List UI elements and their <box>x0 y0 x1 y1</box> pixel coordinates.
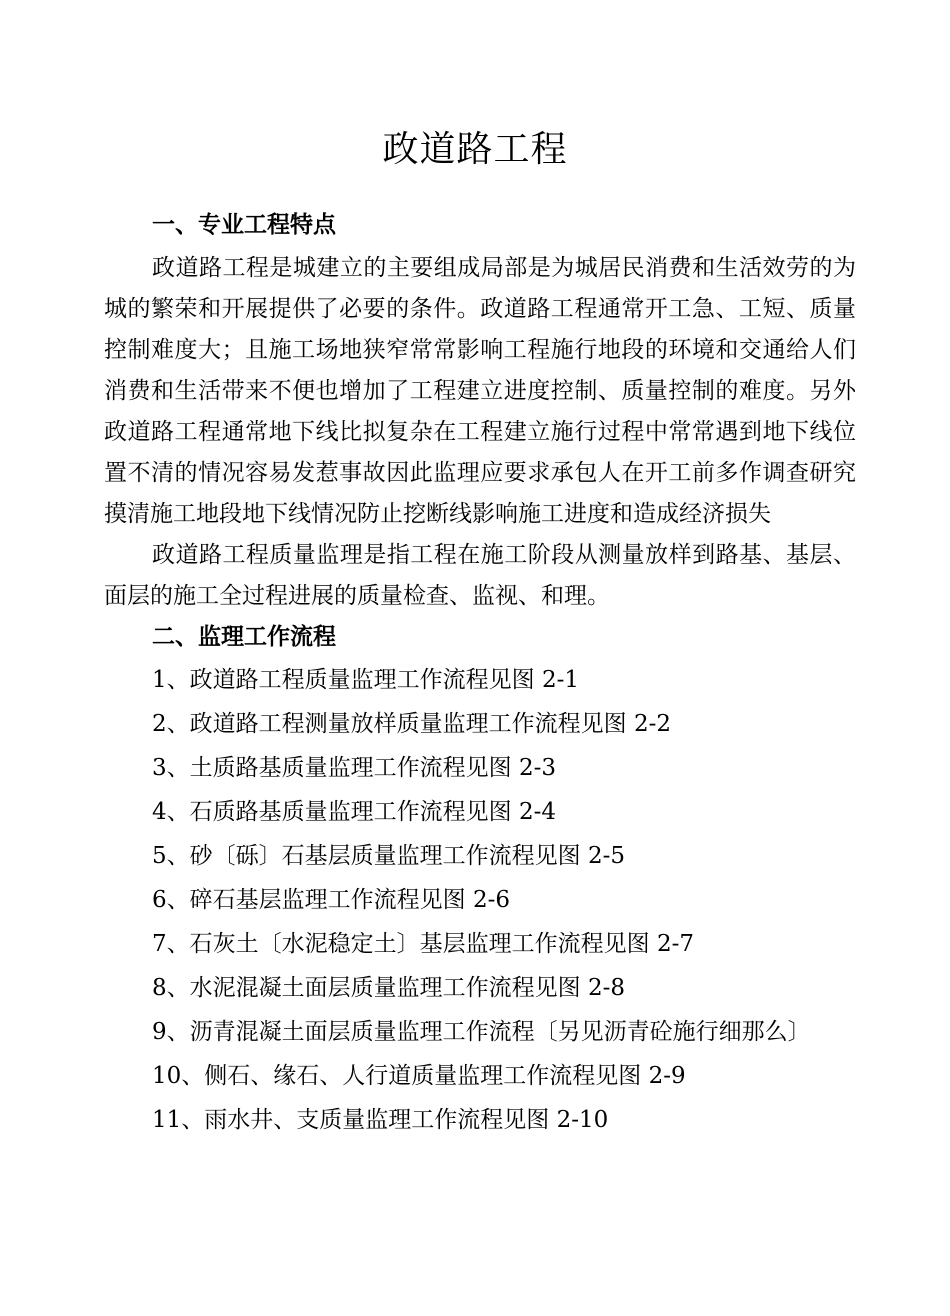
list-item: 11、雨水井、支质量监理工作流程见图 2-10 <box>152 1107 609 1133</box>
list-item: 4、石质路基质量监理工作流程见图 2-4 <box>152 799 556 825</box>
list-item: 5、砂〔砾〕石基层质量监理工作流程见图 2-5 <box>152 843 625 869</box>
list-item: 8、水泥混凝土面层质量监理工作流程见图 2-8 <box>152 975 625 1001</box>
list-item: 6、碎石基层监理工作流程见图 2-6 <box>152 887 510 913</box>
list-item: 7、石灰土〔水泥稳定土〕基层监理工作流程见图 2-7 <box>152 931 694 957</box>
paragraph-features-overview: 政道路工程是城建立的主要组成局部是为城居民消费和生活效劳的为城的繁荣和开展提供了必要的条件。政道路工程通常开工急、工短、质量控制难度大；且施工场地狭窄常常影响工程施行地段的环境和交通给人们消费和生活带来不便也增加了工程建立进度控制、质量控制的难度。另外政道路工程通常地下线比拟复杂在工程建立施行过程中常常遇到地下线位置不清的情况容易发惹事故因此监理应要求承包人在开工前多作调查研究摸清施工地段地下线情况防止挖断线影响施工进度和造成经济损失 <box>104 255 856 527</box>
list-item: 1、政道路工程质量监理工作流程见图 2-1 <box>152 667 579 693</box>
document-body <box>104 205 856 1142</box>
workflow-list <box>104 658 856 1142</box>
list-item: 10、侧石、缘石、人行道质量监理工作流程见图 2-9 <box>152 1063 686 1089</box>
section-heading-features: 一、专业工程特点 <box>152 212 336 238</box>
list-item: 3、土质路基质量监理工作流程见图 2-3 <box>152 755 556 781</box>
list-item: 9、沥青混凝土面层质量监理工作流程〔另见沥青砼施行细那么〕 <box>152 1019 811 1045</box>
section-heading-workflow: 二、监理工作流程 <box>152 624 336 650</box>
document-title: 政道路工程 <box>382 129 568 170</box>
paragraph-quality-supervision: 政道路工程质量监理是指工程在施工阶段从测量放样到路基、基层、面层的施工全过程进展的质量检查、监视、和理。 <box>104 542 856 609</box>
list-item: 2、政道路工程测量放样质量监理工作流程见图 2-2 <box>152 711 671 737</box>
